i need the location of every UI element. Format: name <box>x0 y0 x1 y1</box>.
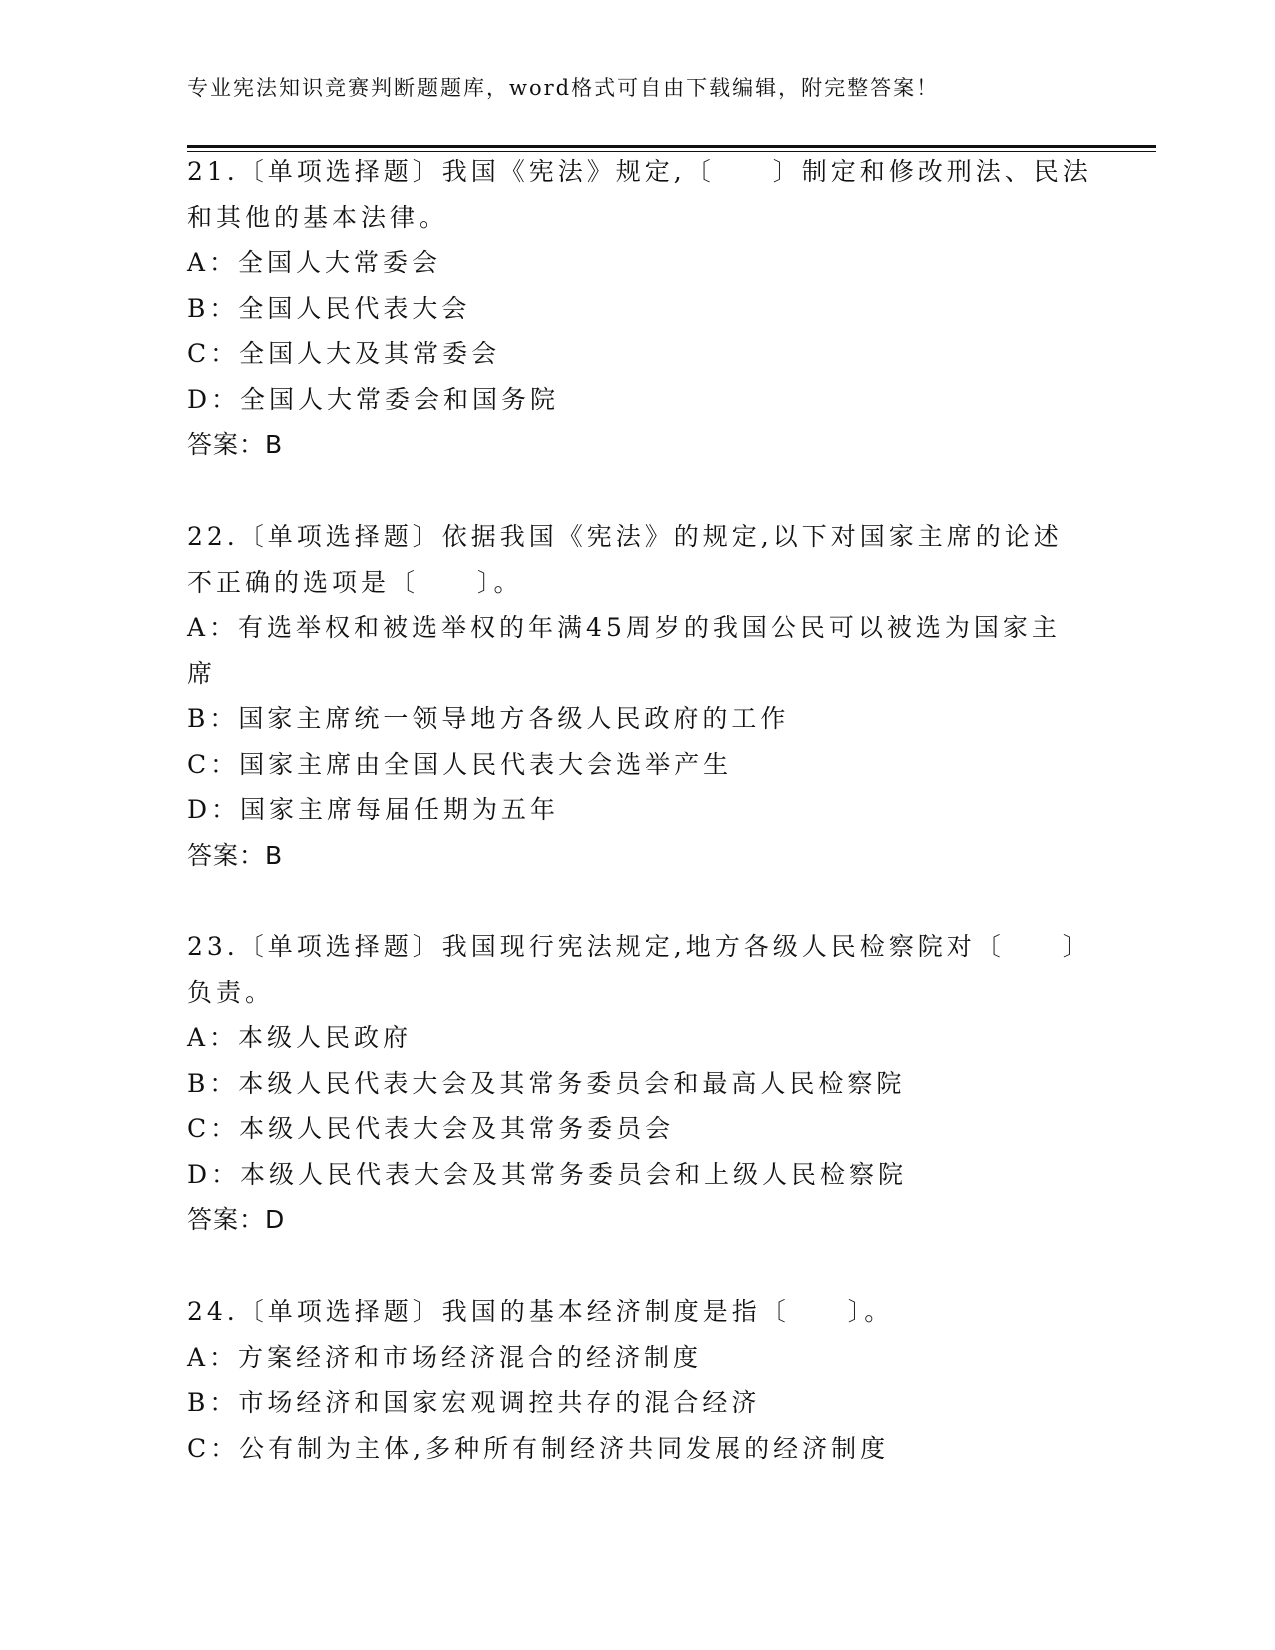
page-header: 专业宪法知识竞赛判断题题库，word格式可自由下载编辑，附完整答案！ <box>187 76 940 100</box>
option-c: C：公有制为主体,多种所有制经济共同发展的经济制度 <box>187 1433 890 1463</box>
question-24 <box>187 1289 1087 1471</box>
question-stem: 22.〔单项选择题〕依据我国《宪法》的规定,以下对国家主席的论述 <box>187 522 1063 551</box>
question-stem-cont: 和其他的基本法律。 <box>187 202 449 232</box>
option-b: B：本级人民代表大会及其常务委员会和最高人民检察院 <box>187 1068 906 1098</box>
question-stem: 23.〔单项选择题〕我国现行宪法规定,地方各级人民检察院对〔 〕 <box>187 932 1092 961</box>
question-21 <box>187 149 1092 468</box>
question-23 <box>187 924 1092 1243</box>
option-d: D：国家主席每届任期为五年 <box>187 795 560 824</box>
option-d: D：本级人民代表大会及其常务委员会和上级人民检察院 <box>187 1159 908 1189</box>
question-stem: 21.〔单项选择题〕我国《宪法》规定,〔 〕制定和修改刑法、民法 <box>187 157 1092 186</box>
option-a: A：有选举权和被选举权的年满45周岁的我国公民可以被选为国家主 <box>187 613 1061 642</box>
question-22 <box>187 514 1087 878</box>
answer: 答案：B <box>187 840 284 870</box>
option-c: C：本级人民代表大会及其常务委员会 <box>187 1114 675 1143</box>
header-rule-thick <box>187 145 1156 148</box>
question-stem: 24.〔单项选择题〕我国的基本经济制度是指〔 〕。 <box>187 1297 894 1326</box>
option-b: B：国家主席统一领导地方各级人民政府的工作 <box>187 704 790 733</box>
option-d: D：全国人大常委会和国务院 <box>187 384 560 414</box>
option-a: A：全国人大常委会 <box>187 248 442 277</box>
question-stem-cont: 负责。 <box>187 977 275 1007</box>
option-b: B：市场经济和国家宏观调控共存的混合经济 <box>187 1388 761 1417</box>
answer: 答案：D <box>187 1205 286 1234</box>
option-c: C：全国人大及其常委会 <box>187 339 501 368</box>
question-stem-cont: 不正确的选项是〔 〕。 <box>187 567 523 597</box>
option-a-cont: 席 <box>187 658 217 688</box>
option-c: C：国家主席由全国人民代表大会选举产生 <box>187 749 733 779</box>
option-a: A：本级人民政府 <box>187 1023 413 1052</box>
option-b: B：全国人民代表大会 <box>187 293 471 323</box>
option-a: A：方案经济和市场经济混合的经济制度 <box>187 1342 703 1372</box>
answer: 答案：B <box>187 430 284 459</box>
